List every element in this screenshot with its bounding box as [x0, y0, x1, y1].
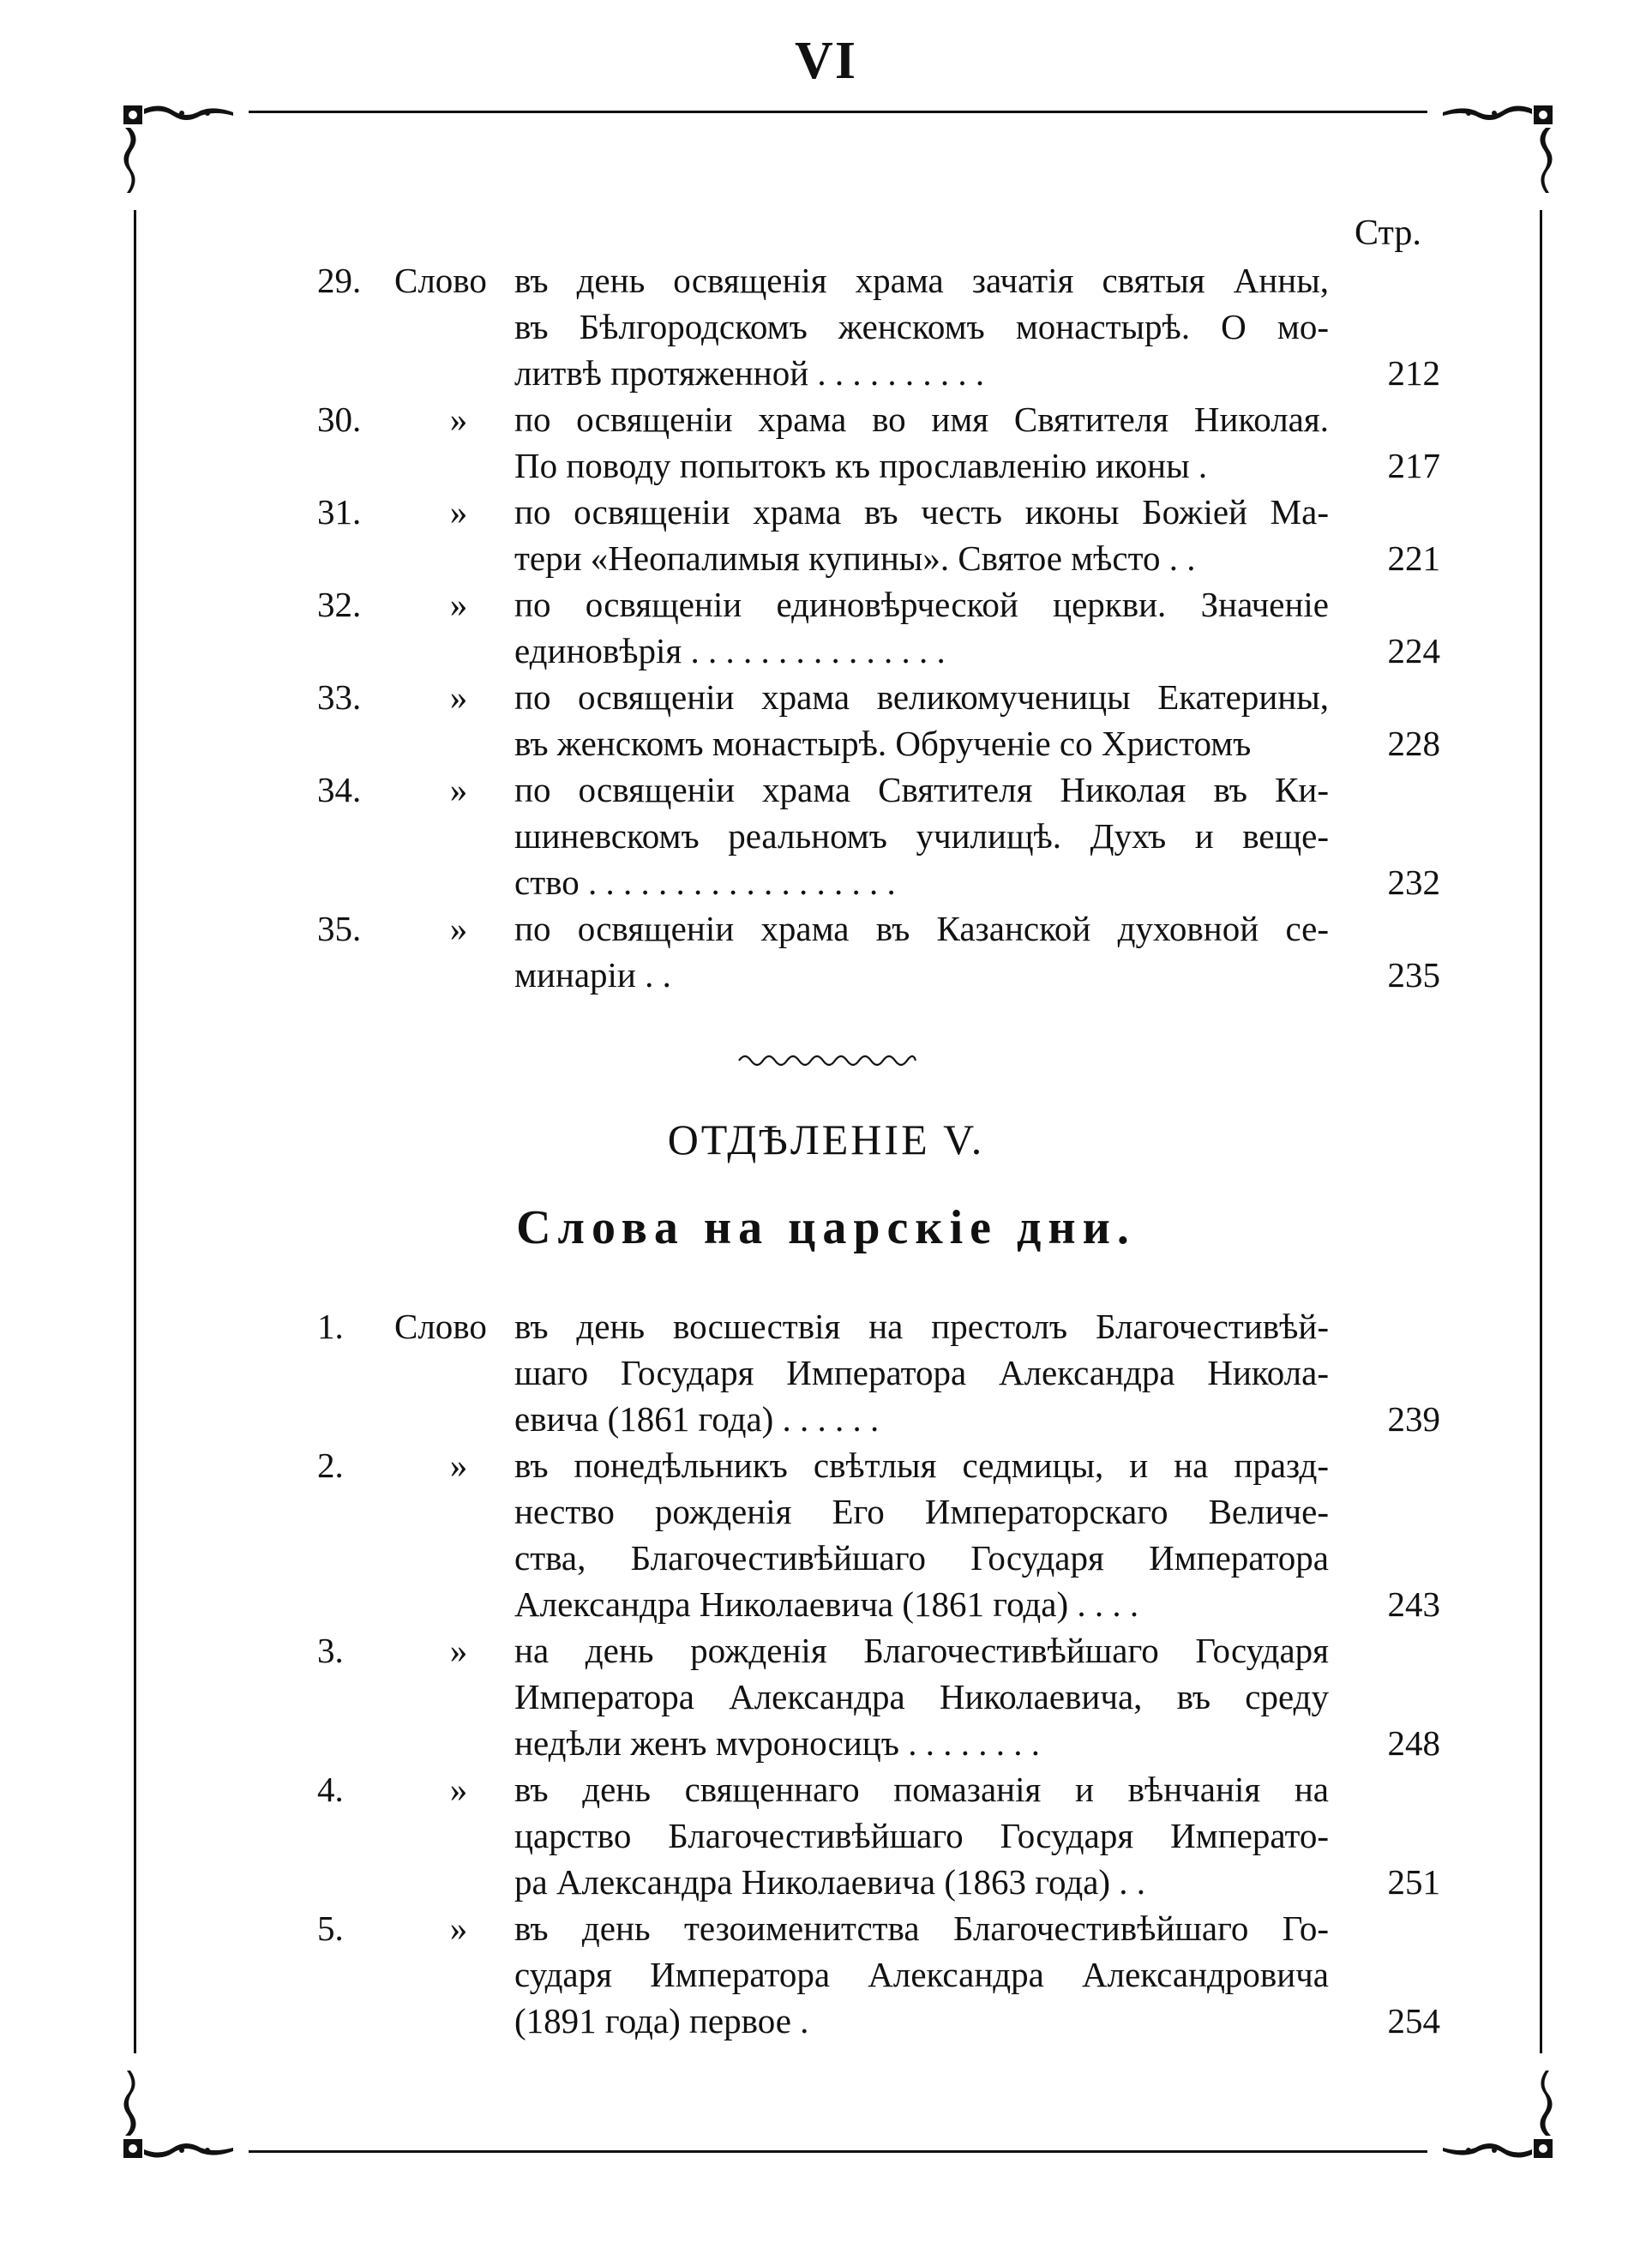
- entry-title-line: въ день восшествія на престолъ Благочестивѣй-: [514, 1307, 1329, 1346]
- entry-page-number: 251: [1387, 1862, 1440, 1902]
- entry-page-number: 224: [1387, 631, 1440, 670]
- entry-title: [514, 905, 1329, 998]
- entry-number: 4.: [317, 1770, 344, 1809]
- corner-ornament-bottom-right: [1434, 2053, 1554, 2165]
- entry-number: 31.: [317, 492, 362, 532]
- entry-title-line: евича (1861 года) . . . . . .: [514, 1399, 880, 1439]
- page-number: VI: [795, 32, 857, 90]
- entry-title-line: (1891 года) первое .: [514, 2001, 809, 2041]
- section-title: ОТДѢЛЕНІЕ V.: [667, 1115, 985, 1163]
- ditto-mark: »: [449, 400, 468, 439]
- entry-title-line: Александра Николаевича (1861 года) . . . .: [514, 1584, 1139, 1624]
- entry-number: 35.: [317, 909, 362, 948]
- ditto-mark: »: [449, 1446, 468, 1485]
- entry-page-number: 235: [1387, 955, 1440, 995]
- entry-title-line: Императора Александра Николаевича, въ среду: [514, 1677, 1329, 1716]
- corner-ornament-bottom-left: [122, 2053, 242, 2165]
- entry-title-line: по освященіи храма Святителя Николая въ Ки-: [514, 770, 1329, 809]
- entry-title: [514, 674, 1329, 766]
- ditto-mark: »: [449, 909, 468, 948]
- entry-page-number: 232: [1387, 863, 1440, 902]
- page-column-label: Стр.: [1355, 213, 1421, 253]
- entry-title-line: шаго Государя Императора Александра Никола-: [514, 1353, 1329, 1392]
- entry-title-line: литвѣ протяженной . . . . . . . . . .: [514, 353, 985, 393]
- entry-number: 3.: [317, 1631, 344, 1670]
- entry-title: [514, 1442, 1329, 1627]
- entry-title-line: по освященіи храма во имя Святителя Николая.: [514, 400, 1329, 439]
- entry-title: [514, 581, 1329, 674]
- entry-page-number: 228: [1387, 724, 1440, 763]
- entry-page-number: 254: [1387, 2001, 1440, 2041]
- entry-title: [514, 1303, 1329, 1442]
- ditto-mark: »: [449, 585, 468, 624]
- entry-title-line: въ день священнаго помазанія и вѣнчанія на: [514, 1770, 1329, 1809]
- entry-title-line: нество рожденія Его Императорскаго Величе-: [514, 1492, 1329, 1531]
- entry-page-number: 221: [1387, 538, 1440, 578]
- entry-page-number: 212: [1387, 353, 1440, 393]
- ditto-mark: »: [449, 492, 468, 532]
- ditto-mark: »: [449, 1908, 468, 1948]
- ditto-mark: »: [449, 677, 468, 717]
- entry-title-line: по освященіи храма въ Казанской духовной се-: [514, 909, 1329, 948]
- entry-title-line: по освященіи храма въ честь иконы Божіей Ма-: [514, 492, 1329, 532]
- entry-page-number: 217: [1387, 446, 1440, 485]
- entry-title-line: въ Бѣлгородскомъ женскомъ монастырѣ. О мо-: [514, 307, 1329, 346]
- entry-title: [514, 489, 1329, 581]
- entry-title-line: недѣли женъ мvроносицъ . . . . . . . .: [514, 1723, 1040, 1763]
- ditto-mark: »: [449, 1770, 468, 1809]
- entry-page-number: 248: [1387, 1723, 1440, 1763]
- frame-top-rule: [249, 111, 1427, 113]
- entry-title: [514, 1627, 1329, 1766]
- entry-number: 1.: [317, 1307, 344, 1346]
- entry-title-line: царство Благочестивѣйшаго Государя Императо-: [514, 1816, 1329, 1855]
- entry-title: [514, 257, 1329, 396]
- entry-title-line: въ понедѣльникъ свѣтлыя седмицы, и на празд-: [514, 1446, 1329, 1485]
- entry-number: 33.: [317, 677, 362, 717]
- entry-title-line: по освященіи храма великомученицы Екатерины,: [514, 677, 1329, 717]
- entry-title-line: ра Александра Николаевича (1863 года) . .: [514, 1862, 1146, 1902]
- entry-number: 34.: [317, 770, 362, 809]
- entry-number: 29.: [317, 261, 362, 300]
- entry-title-line: ство . . . . . . . . . . . . . . . . . .: [514, 863, 896, 902]
- entry-title: [514, 766, 1329, 905]
- entry-title-line: въ день освященія храма зачатія святыя Анны,: [514, 261, 1329, 300]
- section-subtitle: Слова на царскіе дни.: [516, 1201, 1136, 1254]
- entry-page-number: 243: [1387, 1584, 1440, 1624]
- entry-title-line: По поводу попытокъ къ прославленію иконы .: [514, 446, 1208, 485]
- entry-title: [514, 396, 1329, 489]
- entry-title: [514, 1766, 1329, 1905]
- entry-title-line: ства, Благочестивѣйшаго Государя Императора: [514, 1538, 1329, 1578]
- entry-lead-word: Слово: [394, 1307, 487, 1346]
- ditto-mark: »: [449, 770, 468, 809]
- corner-ornament-top-left: [122, 99, 242, 210]
- entry-number: 2.: [317, 1446, 344, 1485]
- entry-number: 5.: [317, 1908, 344, 1948]
- entry-title-line: въ день тезоименитства Благочестивѣйшаго Го-: [514, 1908, 1329, 1948]
- entry-title-line: минаріи . .: [514, 955, 671, 995]
- frame-bottom-rule: [249, 2150, 1427, 2153]
- entry-title-line: тери «Неопалимыя купины». Святое мѣсто . .: [514, 538, 1196, 578]
- section-divider-ornament: [737, 1048, 917, 1073]
- entry-title-line: сударя Императора Александра Александровича: [514, 1955, 1329, 1994]
- entry-title-line: по освященіи единовѣрческой церкви. Значеніе: [514, 585, 1329, 624]
- entry-lead-word: Слово: [394, 261, 487, 300]
- entry-title-line: шиневскомъ реальномъ училищѣ. Духъ и веще-: [514, 816, 1329, 856]
- entry-number: 30.: [317, 400, 362, 439]
- entry-title-line: на день рожденія Благочестивѣйшаго Государя: [514, 1631, 1329, 1670]
- entry-number: 32.: [317, 585, 362, 624]
- entry-title-line: единовѣрія . . . . . . . . . . . . . . .: [514, 631, 946, 670]
- entry-title-line: въ женскомъ монастырѣ. Обрученіе со Христомъ: [514, 724, 1252, 763]
- entry-page-number: 239: [1387, 1399, 1440, 1439]
- ditto-mark: »: [449, 1631, 468, 1670]
- entry-title: [514, 1905, 1329, 2044]
- corner-ornament-top-right: [1434, 99, 1554, 210]
